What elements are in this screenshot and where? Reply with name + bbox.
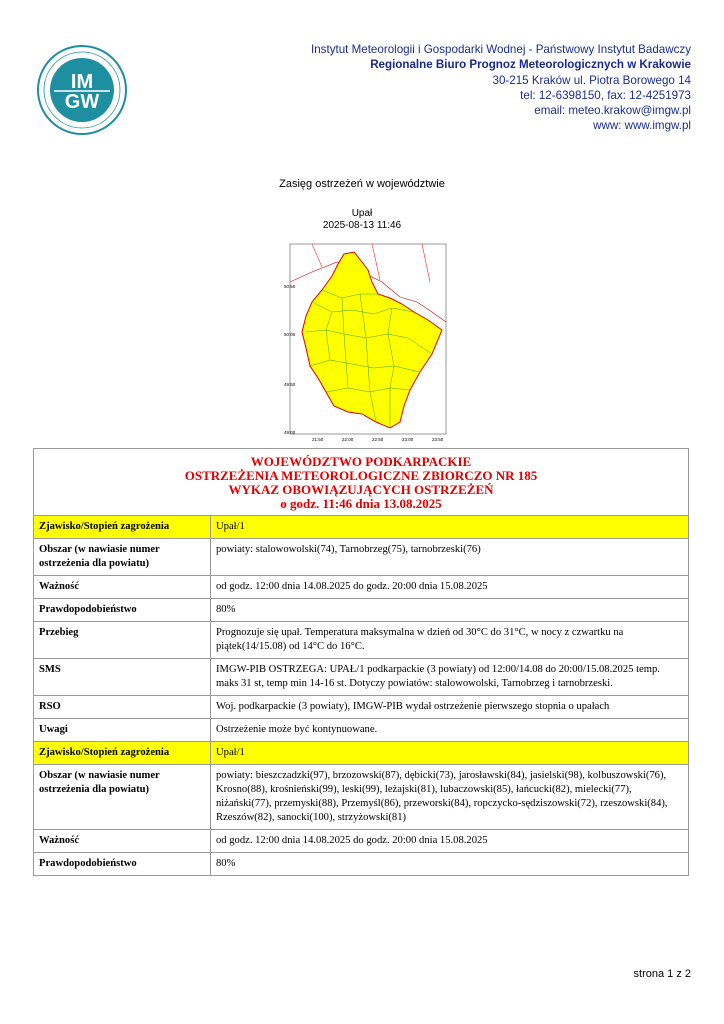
website[interactable]: www: www.imgw.pl: [593, 119, 691, 133]
notes-label: Uwagi: [34, 719, 211, 742]
lon-label: 22:50: [372, 437, 384, 442]
email[interactable]: email: meteo.krakow@imgw.pl: [534, 104, 691, 118]
lat-label: 50:00: [284, 332, 296, 337]
imgw-logo: [36, 44, 128, 136]
table-row: [34, 830, 689, 853]
lat-label: 49:00: [284, 430, 296, 435]
table-row: [34, 516, 689, 539]
warning-datetime: 2025-08-13 11:46: [322, 220, 402, 231]
institution-block: [311, 42, 691, 134]
validity-value: od godz. 12:00 dnia 14.08.2025 do godz. 20:00 dnia 15.08.2025: [211, 830, 689, 853]
validity-value: od godz. 12:00 dnia 14.08.2025 do godz. 20:00 dnia 15.08.2025: [211, 576, 689, 599]
probability-label: Prawdopodobieństwo: [34, 853, 211, 876]
heading-voivodeship: WOJEWÓDZTWO PODKARPACKIE: [250, 454, 472, 469]
probability-value: 80%: [211, 599, 689, 622]
office-name: Regionalne Biuro Prognoz Meteorologicznych w Krakowie: [370, 58, 691, 72]
lat-label: 49:50: [284, 382, 296, 387]
validity-label: Ważność: [34, 576, 211, 599]
phenomenon-label: Zjawisko/Stopień zagrożenia: [34, 516, 211, 539]
table-row: [34, 599, 689, 622]
table-heading-row: [34, 449, 689, 516]
logo-text-gw: GW: [64, 91, 100, 113]
table-row: [34, 539, 689, 576]
lon-label: 23:50: [432, 437, 444, 442]
phenomenon-label: Zjawisko/Stopień zagrożenia: [34, 742, 211, 765]
rso-value: Woj. podkarpackie (3 powiaty), IMGW-PIB wydał ostrzeżenie pierwszego stopnia o upałach: [211, 696, 689, 719]
address: 30-215 Kraków ul. Piotra Borowego 14: [492, 73, 691, 87]
probability-value: 80%: [211, 853, 689, 876]
page-number: strona 1 z 2: [633, 968, 691, 980]
table-row: [34, 576, 689, 599]
lat-label: 50:50: [284, 284, 296, 289]
area-value: powiaty: bieszczadzki(97), brzozowski(87), dębicki(73), jarosławski(84), jasielski(98), kolbuszowski(76), Krosno(88), krośnieński(99), leski(99), leżajski(81), lubaczowski(85), łańcucki(82), mielecki(77), niżański(77), przemyski(88), Przemyśl(86), przeworski(84), ropczycko-sędziszowski(72), rzeszowski(84), Rzeszów(82), sanocki(100), strzyżowski(81): [211, 765, 689, 830]
lon-label: 22:00: [342, 437, 354, 442]
heading-time: o godz. 11:46 dnia 13.08.2025: [280, 496, 442, 511]
phone-fax: tel: 12-6398150, fax: 12-4251973: [520, 88, 691, 102]
letterhead: [0, 0, 724, 140]
course-label: Przebieg: [34, 622, 211, 659]
warning-map: [282, 242, 448, 442]
warning-kind: Upał: [351, 208, 373, 219]
table-heading: [34, 449, 689, 516]
heading-bulletin: OSTRZEŻENIA METEOROLOGICZNE ZBIORCZO NR 185: [184, 468, 538, 483]
warnings-table: [33, 448, 689, 876]
notes-value: Ostrzeżenie może być kontynuowane.: [211, 719, 689, 742]
table-row: [34, 622, 689, 659]
page-title: Zasięg ostrzeżeń w województwie: [279, 178, 445, 190]
table-row: [34, 659, 689, 696]
heading-list: WYKAZ OBOWIĄZUJĄCYCH OSTRZEŻEŃ: [228, 482, 494, 497]
phenomenon-value: Upał/1: [211, 742, 689, 765]
table-row: [34, 742, 689, 765]
lon-label: 21:50: [312, 437, 324, 442]
logo-text-im: IM: [70, 71, 94, 93]
table-row: [34, 696, 689, 719]
area-value: powiaty: stalowowolski(74), Tarnobrzeg(75), tarnobrzeski(76): [211, 539, 689, 576]
lon-label: 23:00: [402, 437, 414, 442]
area-label: Obszar (w nawiasie numer ostrzeżenia dla powiatu): [34, 539, 211, 576]
table-row: [34, 765, 689, 830]
area-label: Obszar (w nawiasie numer ostrzeżenia dla powiatu): [34, 765, 211, 830]
institution-name: Instytut Meteorologii i Gospodarki Wodnej - Państwowy Instytut Badawczy: [311, 43, 691, 56]
probability-label: Prawdopodobieństwo: [34, 599, 211, 622]
phenomenon-value: Upał/1: [211, 516, 689, 539]
table-row: [34, 853, 689, 876]
course-value: Prognozuje się upał. Temperatura maksymalna w dzień od 30°C do 31°C, w nocy z czwartku na piątek(14/15.08) od 14°C do 16°C.: [211, 622, 689, 659]
validity-label: Ważność: [34, 830, 211, 853]
rso-label: RSO: [34, 696, 211, 719]
table-row: [34, 719, 689, 742]
sms-value: IMGW-PIB OSTRZEGA: UPAŁ/1 podkarpackie (3 powiaty) od 12:00/14.08 do 20:00/15.08.2025 temp. maks 31 st, temp min 14-16 st. Dotyczy powiatów: stalowowolski, Tarnobrzeg i tarnobrzeski.: [211, 659, 689, 696]
sms-label: SMS: [34, 659, 211, 696]
